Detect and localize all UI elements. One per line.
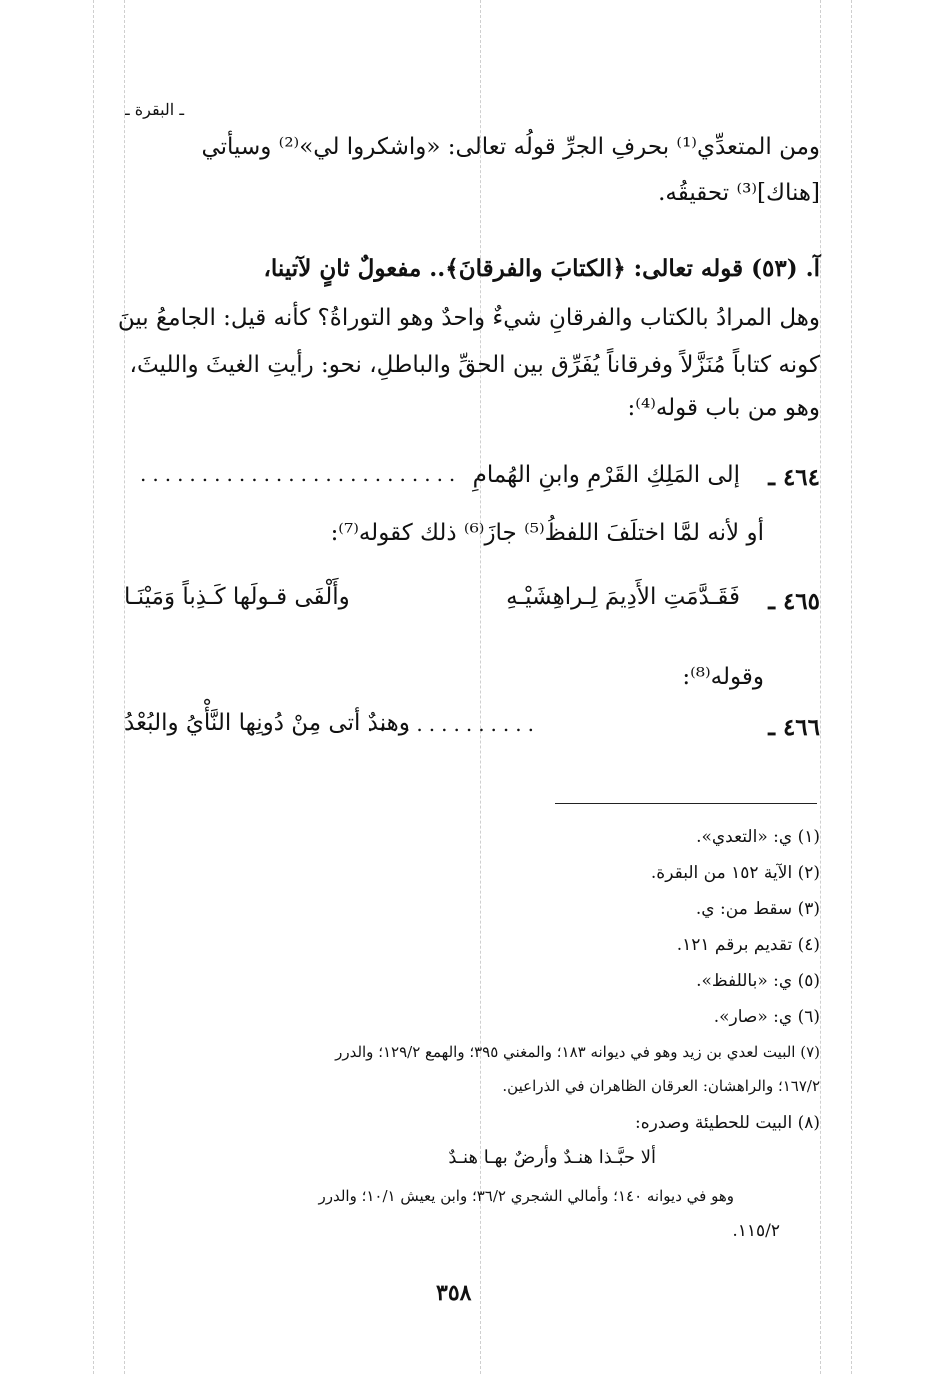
paragraph-line: كونه كتاباً مُنَزَّلاً وفرقاناً يُفَرِّق بين الحقِّ والباطلِ، نحو: رأيتِ الغيثَ والليثَ،	[129, 352, 820, 378]
paragraph-line: ومن المتعدِّي⁽¹⁾ بحرفِ الجرِّ قولُه تعالى: «واشكروا لي»⁽²⁾ وسيأتي	[201, 134, 820, 160]
footnote: (٥) ي: «باللفظ».	[696, 971, 820, 991]
running-header: ـ البقرة ـ	[125, 100, 184, 119]
verse-number: ٤٦٤ ـ	[768, 464, 820, 491]
guide-line	[851, 0, 852, 1374]
paragraph-line: [هناك]⁽³⁾ تحقيقُه.	[658, 180, 820, 206]
verse-hemistich: إلى المَلِكِ القَرْمِ وابنِ الهُمامِ	[472, 462, 740, 488]
verse-number: ٤٦٦ ـ	[768, 714, 820, 741]
verse-ellipsis: ..........................	[140, 462, 462, 486]
footnote: وهو في ديوانه ١٤٠؛ وأمالي الشجري ٣٦/٢؛ وابن يعيش ١٠/١؛ والدرر	[318, 1187, 734, 1205]
paragraph-line: أو لأنه لمَّا اختلَفَ اللفظُ⁽⁵⁾ جازَ⁽⁶⁾ ذلك كقوله⁽⁷⁾:	[330, 520, 764, 546]
footnote: (١) ي: «التعدي».	[696, 827, 820, 847]
footnote: ١١٥/٢.	[732, 1221, 780, 1241]
footnote: (٨) البيت للحطيئة وصدره:	[635, 1113, 820, 1133]
verse-ellipsis: ..............	[366, 712, 540, 736]
guide-line	[93, 0, 94, 1374]
verse-hemistich: وأَلْفَى قـولَها كَـذِباً وَمَيْنَـا	[124, 584, 350, 610]
paragraph-line: وهو من باب قوله⁽⁴⁾:	[627, 395, 820, 421]
footnote-verse: ألا حبَّـذا هنـدٌ وأرضٌ بهـا هنـدٌ	[448, 1147, 656, 1168]
guide-line	[820, 0, 821, 1374]
verse-hemistich: فَقَـدَّمَتِ الأَدِيمَ لِـراهِشَيْـهِ	[506, 584, 740, 610]
footnote: (٣) سقط من: ي.	[695, 899, 820, 919]
verse-heading-line: آ. (٥٣) قوله تعالى: ﴿الكتابَ والفرقانَ﴾.. مفعولٌ ثانٍ لآتينا،	[263, 255, 820, 282]
verse-hemistich: وهندٌ أتى مِنْ دُونِها النَّأْيُ والبُعْدُ	[124, 710, 410, 736]
footnote-separator	[555, 803, 817, 804]
paragraph-line: وهل المرادُ بالكتاب والفرقانِ شيءٌ واحدٌ وهو التوراةُ؟ كأنه قيل: الجامعُ بينَ	[117, 305, 820, 331]
footnote: (٤) تقديم برقم ١٢١.	[676, 935, 820, 955]
verse-number: ٤٦٥ ـ	[768, 588, 820, 615]
footnote: (٢) الآية ١٥٢ من البقرة.	[650, 863, 820, 883]
paragraph-line: وقوله⁽⁸⁾:	[682, 664, 764, 690]
page-number: ٣٥٨	[436, 1280, 472, 1306]
footnote: (٦) ي: «صار».	[713, 1007, 820, 1027]
footnote: (٧) البيت لعدي بن زيد وهو في ديوانه ١٨٣؛ والمغني ٣٩٥؛ والهمع ١٢٩/٢؛ والدرر	[335, 1043, 820, 1061]
footnote: ١٦٧/٢؛ والراهشان: العرقان الظاهران في الذراعين.	[502, 1077, 820, 1095]
guide-line	[124, 0, 125, 1374]
